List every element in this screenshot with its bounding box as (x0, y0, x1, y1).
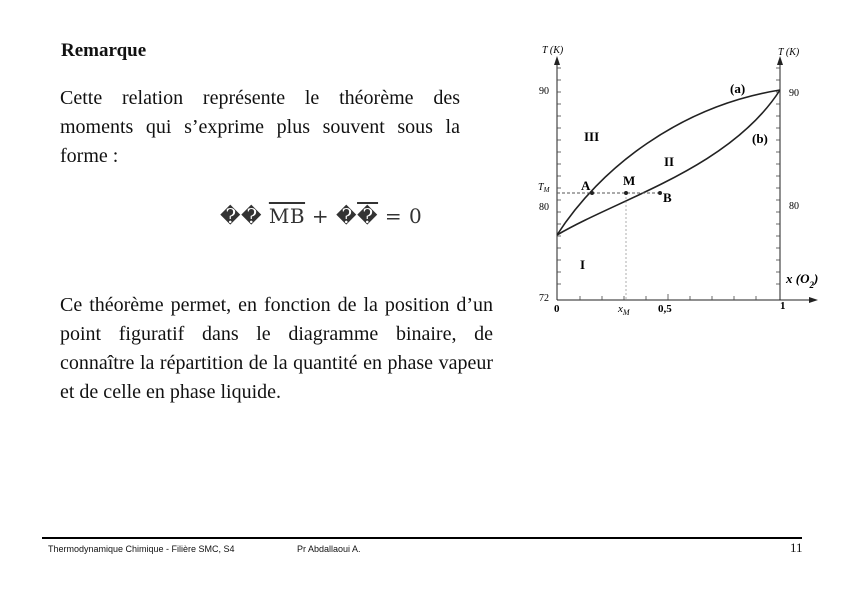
formula-suffix: = 0 (378, 204, 423, 228)
tick-tm-sub: M (543, 186, 550, 194)
region-i-label: I (580, 257, 586, 272)
footer-course: Thermodynamique Chimique - Filière SMC, S4 (48, 544, 235, 554)
point-a-marker (590, 191, 594, 195)
x-axis-label (785, 271, 818, 290)
point-m-marker (624, 191, 628, 195)
intro-paragraph: Cette relation représente le théorème des moments qui s’exprime plus souvent sous la forme : (60, 87, 460, 167)
x-axis-label-close: ) (813, 271, 819, 286)
region-ii-label: II (664, 154, 675, 169)
tick-90-left: 90 (539, 86, 549, 97)
lever-rule-formula (220, 204, 422, 228)
curve-a-label: (a) (730, 81, 746, 96)
formula-middle: + � (305, 204, 358, 228)
footer-author: Pr Abdallaoui A. (297, 544, 361, 554)
left-ticks (557, 68, 561, 284)
right-ticks (776, 68, 780, 284)
x-tick-0: 0 (554, 303, 560, 315)
curve-b-label: (b) (752, 131, 768, 146)
tick-80-left: 80 (539, 202, 549, 213)
point-b-marker (658, 191, 662, 195)
bottom-axis-arrow (809, 297, 818, 303)
point-m-label: M (623, 173, 636, 188)
left-axis-label: T (K) (542, 45, 564, 56)
x-tick-xm-sub: M (622, 308, 630, 317)
page-number: 11 (790, 540, 803, 555)
x-axis-label-sub: 2 (809, 280, 814, 290)
tick-tm (538, 182, 551, 194)
tick-72: 72 (539, 293, 549, 304)
tick-80-right: 80 (789, 201, 799, 212)
region-iii-label: III (584, 129, 600, 144)
x-tick-05: 0,5 (658, 303, 672, 315)
section-heading: Remarque (61, 40, 147, 61)
explanation-paragraph: Ce théorème permet, en fonction de la position d’un point figuratif dans le diagramme binaire, de connaître la répartition de la quantité en phase vapeur et de celle en phase liquide. (60, 294, 493, 403)
left-axis-arrow (554, 56, 560, 65)
formula-segment-ma: � (357, 204, 379, 228)
formula-segment-mb: $\overline{MB}$ (268, 204, 306, 228)
x-axis-label-main: x (O (786, 271, 810, 286)
x-tick-xm-main: x (618, 303, 623, 315)
point-a-label: A (581, 178, 591, 193)
tick-tm-main: T (538, 182, 544, 193)
x-tick-xm (617, 303, 631, 317)
bottom-ticks (580, 294, 756, 300)
formula-prefix: �� (220, 204, 269, 228)
x-tick-1: 1 (780, 300, 786, 312)
tick-90-right: 90 (789, 88, 799, 99)
point-b-label: B (663, 190, 672, 205)
right-axis-label: T (K) (778, 47, 800, 58)
footer-rule (42, 537, 802, 539)
phase-diagram (530, 38, 820, 328)
